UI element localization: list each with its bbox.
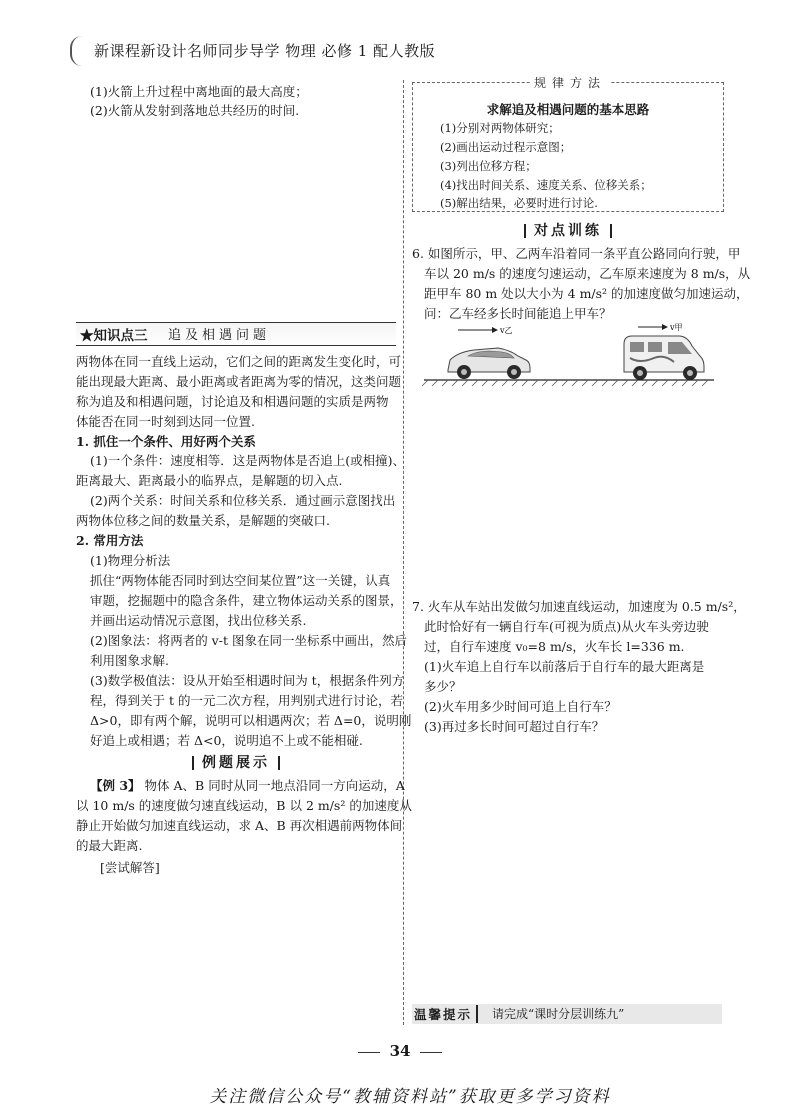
left-top-line-1: (1)火箭上升过程中离地面的最大高度； xyxy=(90,84,308,99)
van-jia-rear-hub xyxy=(637,370,643,376)
s2-line-9: Δ>0，即有两个解，说明可以相遇两次；若 Δ=0，说明刚 xyxy=(90,713,412,728)
intro-line-4: 体能否在同一时刻到达同一位置. xyxy=(76,414,255,429)
s2-line-10: 好追上或相遇；若 Δ<0，说明追不上或不能相碰. xyxy=(90,733,363,748)
s1-line-1: (1)一个条件：速度相等．这是两物体是否追上(或相撞)、 xyxy=(90,453,405,468)
example-line-2: 以 10 m/s 的速度做匀速直线运动，B 以 2 m/s² 的加速度从 xyxy=(76,798,412,813)
s2-line-5: (2)图象法：将两者的 v-t 图象在同一坐标系中画出，然后 xyxy=(90,633,407,648)
v-jia-label: v甲 xyxy=(670,323,683,332)
method-title: 求解追及相遇问题的基本思路 xyxy=(486,102,650,117)
intro-line-2: 能出现最大距离、最小距离或者距离为零的情况，这类问题 xyxy=(76,374,402,389)
s2-line-4: 并画出运动情况示意图，找出位移关系. xyxy=(90,613,307,628)
footer-watermark: 关注微信公众号“教辅资料站”获取更多学习资料 xyxy=(209,1087,611,1107)
method-item-3: (3)列出位移方程； xyxy=(440,159,537,173)
van-jia-window-2 xyxy=(648,342,662,352)
page-number xyxy=(340,1042,460,1060)
header-bracket-decoration xyxy=(70,36,86,66)
example-text-1: 物体 A、B 同时从同一地点沿同一方向运动，A xyxy=(144,778,405,793)
q6-line-2: 车以 20 m/s 的速度匀速运动，乙车原来速度为 8 m/s，从 xyxy=(424,266,751,281)
section-bar-right xyxy=(278,756,280,770)
q7-line-7: (3)再过多长时间可超过自行车？ xyxy=(424,719,605,734)
example-line-1 xyxy=(90,776,405,795)
section-bar-left xyxy=(524,224,526,238)
example-section-title xyxy=(76,752,396,772)
road-hatching xyxy=(422,380,708,386)
s2-line-7: (3)数学极值法：设从开始至相遇时间为 t，根据条件列方 xyxy=(90,673,405,688)
method-item-4: (4)找出时间关系、速度关系、位移关系； xyxy=(440,178,652,192)
q6-line-4: 问：乙车经多长时间能追上甲车？ xyxy=(424,306,612,321)
left-top-line-2: (2)火箭从发射到落地总共经历的时间. xyxy=(90,103,300,118)
s2-line-2: 抓住“两物体能否同时到达空间某位置”这一关键，认真 xyxy=(90,573,391,588)
q7-line-1: 7. 火车从车站出发做匀加速直线运动，加速度为 0.5 m/s²， xyxy=(412,599,746,614)
s1-line-3: (2)两个关系：时间关系和位移关系．通过画示意图找出 xyxy=(90,493,396,508)
section-bar-left xyxy=(192,756,194,770)
example-section-label: 例题展示 xyxy=(202,755,270,771)
car-yi-front-hub xyxy=(511,369,517,375)
tip-label: 温馨提示 xyxy=(414,1005,478,1023)
practice-section-label: 对点训练 xyxy=(534,223,602,239)
van-jia-window-1 xyxy=(630,342,644,352)
car-yi-rear-hub xyxy=(461,369,467,375)
section-1-title: 1. 抓住一个条件、用好两个关系 xyxy=(76,434,256,449)
q7-line-3: 过，自行车速度 v₀=8 m/s，火车长 l=336 m. xyxy=(424,639,685,654)
intro-line-1: 两物体在同一直线上运动，它们之间的距离发生变化时，可 xyxy=(76,354,402,369)
s2-line-3: 审题，挖掘题中的隐含条件，建立物体运动关系的图景， xyxy=(90,593,403,608)
knowledge-point-topic: 追及相遇问题 xyxy=(168,328,271,343)
q7-line-6: (2)火车用多少时间可追上自行车？ xyxy=(424,699,617,714)
van-jia-front-hub xyxy=(687,370,693,376)
s2-line-8: 程，得到关于 t 的一元二次方程，用判别式进行讨论，若 xyxy=(90,693,403,708)
practice-section-title xyxy=(412,220,724,240)
q7-line-2: 此时恰好有一辆自行车(可视为质点)从火车头旁边驶 xyxy=(424,619,709,634)
page-number-dash-right xyxy=(420,1052,442,1053)
method-item-2: (2)画出运动过程示意图； xyxy=(440,140,572,154)
q6-line-1: 6. 如图所示，甲、乙两车沿着同一条平直公路同向行驶，甲 xyxy=(412,246,741,261)
example-label: 【例 3】 xyxy=(90,778,141,793)
example-line-4: 的最大距离. xyxy=(76,838,143,853)
v-yi-label: v乙 xyxy=(500,326,513,335)
arrow-v-jia-head xyxy=(662,324,668,330)
page-number-dash-left xyxy=(358,1052,380,1053)
arrow-v-yi-head xyxy=(492,327,498,333)
tip-text: 请完成“课时分层训练九” xyxy=(492,1007,625,1021)
q7-line-5: 多少？ xyxy=(424,679,462,694)
method-item-5: (5)解出结果，必要时进行讨论. xyxy=(440,196,598,210)
q7-line-4: (1)火车追上自行车以前落后于自行车的最大距离是 xyxy=(424,659,705,674)
method-item-1: (1)分别对两物体研究； xyxy=(440,121,560,135)
book-header: 新课程新设计名师同步导学 物理 必修 1 配人教版 xyxy=(94,42,436,60)
two-cars-illustration xyxy=(418,322,718,388)
section-bar-right xyxy=(610,224,612,238)
knowledge-point-label: ★知识点三 xyxy=(80,328,148,344)
method-tag: 规律方法 xyxy=(530,74,610,91)
s2-line-1: (1)物理分析法 xyxy=(90,553,171,568)
s2-line-6: 利用图象求解. xyxy=(90,653,169,668)
section-2-title: 2. 常用方法 xyxy=(76,533,144,548)
intro-line-3: 称为追及和相遇问题，讨论追及和相遇问题的实质是两物 xyxy=(76,394,389,409)
try-answer-label: [尝试解答] xyxy=(100,860,160,875)
page-number-value: 34 xyxy=(389,1042,411,1060)
s1-line-4: 两物体位移之间的数量关系，是解题的突破口. xyxy=(76,513,330,528)
example-line-3: 静止开始做匀加速直线运动，求 A、B 再次相遇前两物体间 xyxy=(76,818,403,833)
s1-line-2: 距离最大、距离最小的临界点，是解题的切入点. xyxy=(76,473,343,488)
column-divider xyxy=(403,80,404,1025)
q6-line-3: 距甲车 80 m 处以大小为 4 m/s² 的加速度做匀加速运动， xyxy=(424,286,749,301)
